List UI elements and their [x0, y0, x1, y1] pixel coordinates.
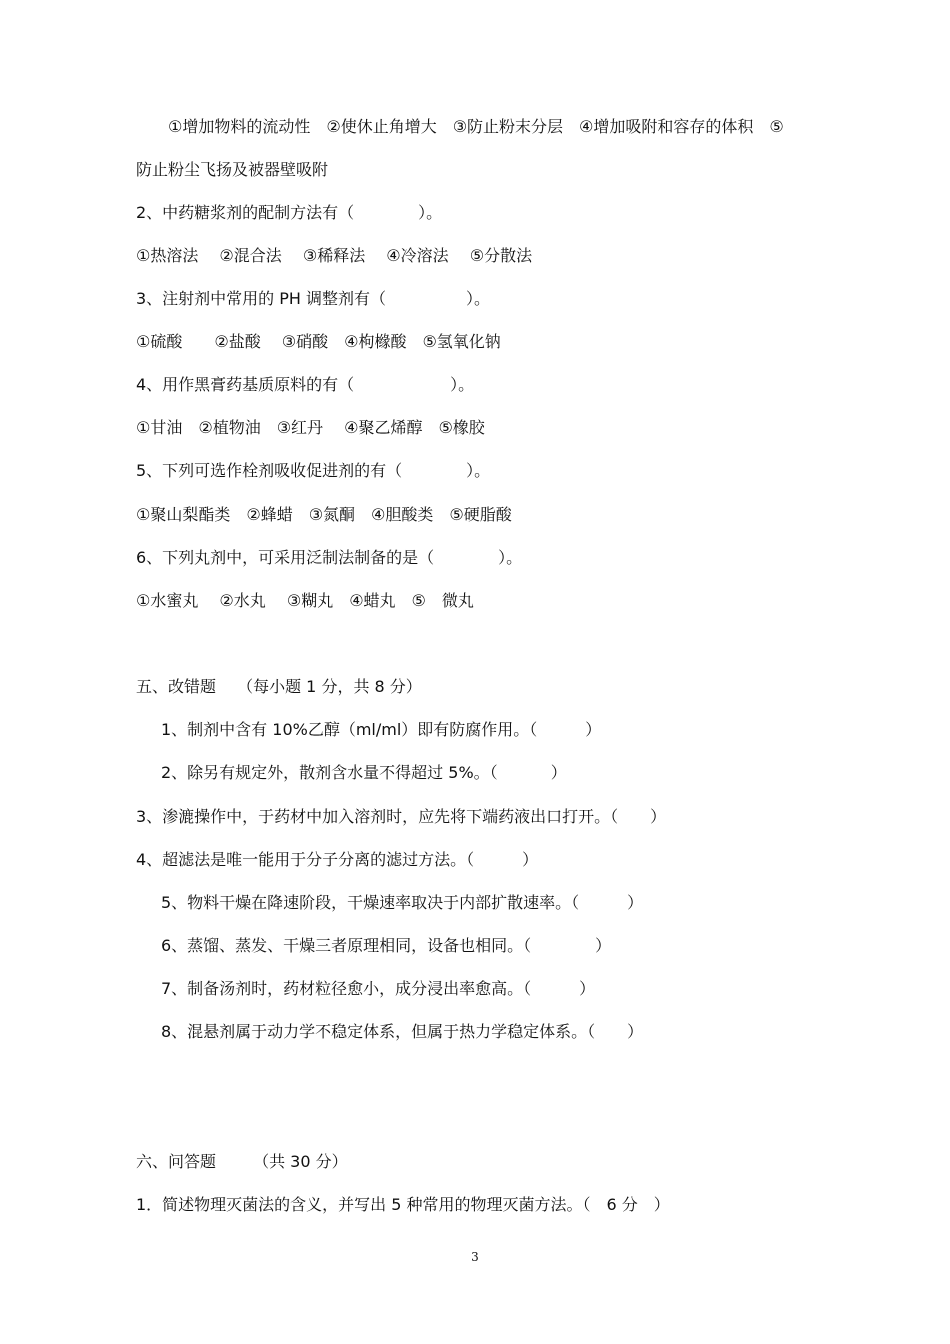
correction-item-3: 3、渗漉操作中，于药材中加入溶剂时，应先将下端药液出口打开。（ ）	[136, 807, 667, 826]
question-5-options: ①聚山梨酯类 ②蜂蜡 ③氮酮 ④胆酸类 ⑤硬脂酸	[136, 505, 512, 524]
question-4-options: ①甘油 ②植物油 ③红丹 ④聚乙烯醇 ⑤橡胶	[136, 418, 485, 437]
question-3-options: ①硫酸 ②盐酸 ③硝酸 ④枸橼酸 ⑤氢氧化钠	[136, 332, 501, 351]
correction-item-5: 5、物料干燥在降速阶段，干燥速率取决于内部扩散速率。（ ）	[161, 893, 644, 912]
q1-options-line2: 防止粉尘飞扬及被器壁吸附	[136, 160, 329, 179]
q1-options-line1: ①增加物料的流动性 ②使休止角增大 ③防止粉末分层 ④增加吸附和容存的体积 ⑤	[168, 117, 784, 136]
correction-item-8: 8、混悬剂属于动力学不稳定体系，但属于热力学稳定体系。（ ）	[161, 1022, 644, 1041]
essay-question-1: 1．简述物理灭菌法的含义，并写出 5 种常用的物理灭菌方法。（ 6 分 ）	[136, 1195, 670, 1214]
correction-item-6: 6、蒸馏、蒸发、干燥三者原理相同，设备也相同。（ ）	[161, 936, 612, 955]
question-5: 5、下列可选作栓剂吸收促进剂的有（ ）。	[136, 461, 491, 480]
section-6-heading: 六、问答题 （共 30 分）	[136, 1152, 348, 1171]
correction-item-7: 7、制备汤剂时，药材粒径愈小，成分浸出率愈高。（ ）	[161, 979, 596, 998]
correction-item-2: 2、除另有规定外，散剂含水量不得超过 5%。（ ）	[161, 763, 567, 782]
question-2-options: ①热溶法 ②混合法 ③稀释法 ④冷溶法 ⑤分散法	[136, 246, 533, 265]
section-5-heading: 五、改错题 （每小题 1 分，共 8 分）	[136, 677, 422, 696]
question-3: 3、注射剂中常用的 PH 调整剂有（ ）。	[136, 289, 491, 308]
question-6-options: ①水蜜丸 ②水丸 ③糊丸 ④蜡丸 ⑤ 微丸	[136, 591, 474, 610]
correction-item-1: 1、制剂中含有 10%乙醇（ml/ml）即有防腐作用。（ ）	[161, 720, 602, 739]
correction-item-4: 4、超滤法是唯一能用于分子分离的滤过方法。（ ）	[136, 850, 539, 869]
question-4: 4、用作黑膏药基质原料的有（ ）。	[136, 375, 475, 394]
question-6: 6、下列丸剂中，可采用泛制法制备的是（ ）。	[136, 548, 523, 567]
question-2: 2、中药糖浆剂的配制方法有（ ）。	[136, 203, 443, 222]
page-number: 3	[471, 1250, 479, 1264]
